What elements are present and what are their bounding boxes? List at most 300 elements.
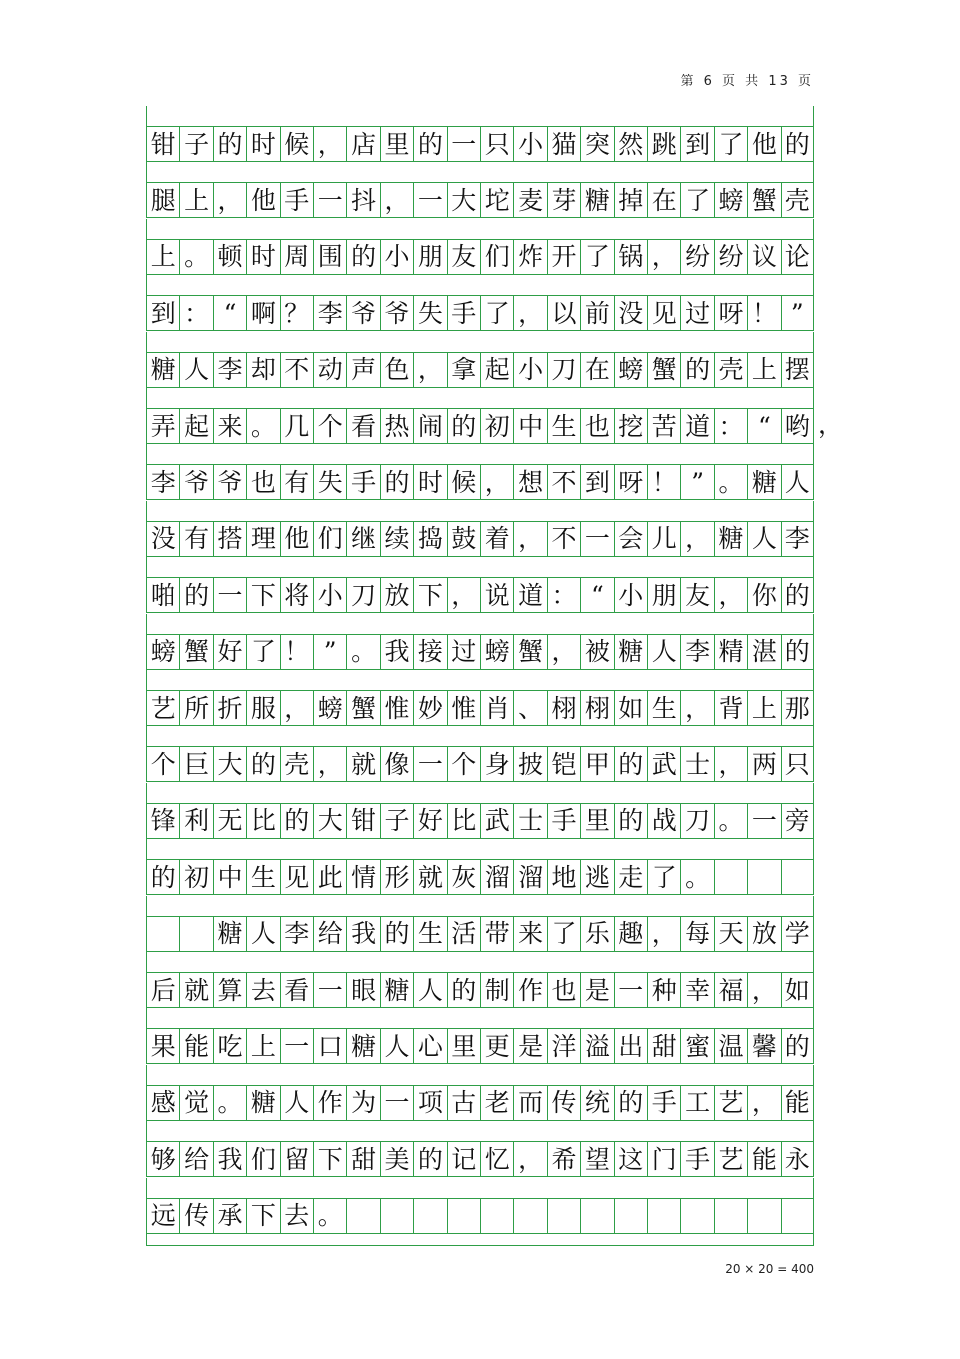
grid-cell: 李 — [280, 916, 313, 952]
grid-cell: ， — [747, 1085, 780, 1121]
grid-cell: 一 — [313, 972, 346, 1008]
grid-cell: 候 — [447, 464, 480, 500]
grid-cell: 馨 — [747, 1028, 780, 1064]
grid-row — [146, 972, 814, 1008]
grid-cell: 李 — [680, 634, 713, 670]
grid-cell: 门 — [647, 1141, 680, 1177]
grid-cell: 个 — [146, 746, 179, 782]
grid-cell: 传 — [547, 1085, 580, 1121]
grid-cell: 肖 — [480, 690, 513, 726]
grid-cell: ， — [513, 295, 546, 331]
grid-cell: 们 — [246, 1141, 279, 1177]
grid-cell: 子 — [380, 803, 413, 839]
grid-cell: 的 — [781, 126, 814, 162]
grid-cell: 生 — [547, 408, 580, 444]
grid-cell: 中 — [513, 408, 546, 444]
grid-cell: 去 — [246, 972, 279, 1008]
grid-cell: 朋 — [413, 239, 446, 275]
grid-cell: 放 — [380, 577, 413, 613]
grid-cell: 蟹 — [179, 634, 212, 670]
grid-cell: 有 — [280, 464, 313, 500]
grid-cell: 的 — [179, 577, 212, 613]
grid-cell: 几 — [280, 408, 313, 444]
grid-cell: 糖 — [146, 352, 179, 388]
grid-cell — [146, 916, 179, 952]
grid-cell: 艺 — [714, 1141, 747, 1177]
grid-cell: 啊 — [246, 295, 279, 331]
grid-cell — [513, 1198, 546, 1234]
grid-cell: 了 — [246, 634, 279, 670]
grid-cell: 议 — [747, 239, 780, 275]
grid-cell: 子 — [179, 126, 212, 162]
grid-cell: 乐 — [580, 916, 613, 952]
grid-cell: 的 — [781, 1028, 814, 1064]
grid-row — [146, 352, 814, 388]
grid-cell: ： — [179, 295, 212, 331]
grid-cell: 就 — [346, 746, 379, 782]
grid-cell: 每 — [680, 916, 713, 952]
grid-cell: 惟 — [447, 690, 480, 726]
grid-cell: 能 — [179, 1028, 212, 1064]
grid-cell: ， — [714, 746, 747, 782]
grid-cell: 幸 — [680, 972, 713, 1008]
grid-cell: 上 — [747, 690, 780, 726]
grid-cell: 初 — [179, 859, 212, 895]
grid-cell: 带 — [480, 916, 513, 952]
grid-row — [146, 746, 814, 782]
grid-cell: 刀 — [547, 352, 580, 388]
grid-cell: 够 — [146, 1141, 179, 1177]
grid-cell: 美 — [380, 1141, 413, 1177]
grid-cell: ” — [781, 295, 814, 331]
grid-cell: ， — [513, 521, 546, 557]
grid-cell: 搭 — [213, 521, 246, 557]
grid-cell: 人 — [179, 352, 212, 388]
grid-cell: 后 — [146, 972, 179, 1008]
grid-row — [146, 521, 814, 557]
grid-cell: 形 — [380, 859, 413, 895]
grid-cell: 记 — [447, 1141, 480, 1177]
grid-cell: 巨 — [179, 746, 212, 782]
grid-cell: 蜜 — [680, 1028, 713, 1064]
grid-cell: 论 — [781, 239, 814, 275]
grid-cell: 的 — [614, 1085, 647, 1121]
grid-cell: ， — [747, 972, 780, 1008]
grid-cell: 下 — [246, 1198, 279, 1234]
grid-cell: 人 — [246, 916, 279, 952]
grid-cell: 闹 — [413, 408, 446, 444]
grid-cell: 芽 — [547, 182, 580, 218]
grid-cell: 来 — [513, 916, 546, 952]
grid-cell: 在 — [580, 352, 613, 388]
grid-cell: 人 — [280, 1085, 313, 1121]
grid-cell: 古 — [447, 1085, 480, 1121]
grid-row — [146, 464, 814, 500]
grid-cell — [580, 1198, 613, 1234]
grid-cell: 像 — [380, 746, 413, 782]
grid-cell: 而 — [513, 1085, 546, 1121]
grid-cell: 刀 — [346, 577, 379, 613]
grid-cell: ： — [547, 577, 580, 613]
grid-cell: 上 — [246, 1028, 279, 1064]
grid-cell: 作 — [513, 972, 546, 1008]
grid-cell: 掉 — [614, 182, 647, 218]
grid-cell: 惟 — [380, 690, 413, 726]
grid-cell: 了 — [580, 239, 613, 275]
grid-cell: 也 — [246, 464, 279, 500]
grid-cell: 见 — [280, 859, 313, 895]
grid-row — [146, 1198, 814, 1234]
grid-cell: 工 — [680, 1085, 713, 1121]
grid-cell: 说 — [480, 577, 513, 613]
grid-cell: 抖 — [346, 182, 379, 218]
grid-row — [146, 408, 814, 444]
grid-row — [146, 916, 814, 952]
grid-cell: 士 — [513, 803, 546, 839]
grid-cell: 就 — [413, 859, 446, 895]
grid-cell: 人 — [413, 972, 446, 1008]
grid-cell: 好 — [413, 803, 446, 839]
grid-cell: 学 — [781, 916, 814, 952]
grid-cell: 道 — [513, 577, 546, 613]
grid-cell: 的 — [781, 634, 814, 670]
grid-cell: 给 — [313, 916, 346, 952]
grid-cell: 折 — [213, 690, 246, 726]
grid-cell: 手 — [647, 1085, 680, 1121]
grid-cell: 了 — [480, 295, 513, 331]
grid-cell — [714, 1198, 747, 1234]
grid-cell: 哟 — [781, 408, 814, 444]
grid-cell: 活 — [447, 916, 480, 952]
grid-cell: 候 — [280, 126, 313, 162]
grid-cell: 服 — [246, 690, 279, 726]
grid-cell: 却 — [246, 352, 279, 388]
grid-cell: 顿 — [213, 239, 246, 275]
grid-cell: 他 — [747, 126, 780, 162]
grid-cell: 下 — [413, 577, 446, 613]
grid-cell: ， — [647, 239, 680, 275]
grid-cell: ， — [280, 690, 313, 726]
grid-cell: 将 — [280, 577, 313, 613]
grid-cell: 小 — [313, 577, 346, 613]
grid-cell: 腿 — [146, 182, 179, 218]
grid-cell — [680, 1198, 713, 1234]
grid-cell: 不 — [547, 521, 580, 557]
grid-cell: 出 — [614, 1028, 647, 1064]
grid-cell: 糖 — [580, 182, 613, 218]
grid-cell: 蟹 — [647, 352, 680, 388]
grid-cell: ， — [680, 521, 713, 557]
grid-row — [146, 1028, 814, 1064]
grid-cell: 继 — [346, 521, 379, 557]
grid-cell: 呀 — [714, 295, 747, 331]
grid-cell: 糖 — [714, 521, 747, 557]
grid-cell: 们 — [313, 521, 346, 557]
grid-cell: 一 — [313, 182, 346, 218]
grid-cell: 里 — [447, 1028, 480, 1064]
grid-cell: 他 — [280, 521, 313, 557]
grid-cell: 爷 — [346, 295, 379, 331]
grid-cell: 着 — [480, 521, 513, 557]
grid-cell: 李 — [781, 521, 814, 557]
grid-cell: 感 — [146, 1085, 179, 1121]
grid-cell: 儿 — [647, 521, 680, 557]
grid-cell: 果 — [146, 1028, 179, 1064]
grid-cell: 小 — [513, 126, 546, 162]
grid-cell: 统 — [580, 1085, 613, 1121]
grid-cell: 的 — [380, 916, 413, 952]
grid-cell: 拿 — [447, 352, 480, 388]
grid-cell: 猫 — [547, 126, 580, 162]
grid-cell: 接 — [413, 634, 446, 670]
grid-cell: 。 — [714, 803, 747, 839]
grid-cell: 了 — [547, 916, 580, 952]
grid-cell: 、 — [513, 690, 546, 726]
grid-cell: 利 — [179, 803, 212, 839]
grid-cell: 纷 — [714, 239, 747, 275]
grid-cell: 糖 — [614, 634, 647, 670]
grid-cell: 老 — [480, 1085, 513, 1121]
grid-cell — [781, 859, 814, 895]
grid-cell: ！ — [647, 464, 680, 500]
grid-cell: 此 — [313, 859, 346, 895]
grid-cell: 人 — [781, 464, 814, 500]
grid-cell: 时 — [413, 464, 446, 500]
grid-cell: 也 — [580, 408, 613, 444]
grid-cell: 李 — [313, 295, 346, 331]
grid-cell: 的 — [447, 408, 480, 444]
grid-cell: 的 — [614, 746, 647, 782]
grid-cell: 失 — [313, 464, 346, 500]
grid-cell: 以 — [547, 295, 580, 331]
grid-cell: 见 — [647, 295, 680, 331]
grid-cell: 身 — [480, 746, 513, 782]
grid-cell: 灰 — [447, 859, 480, 895]
grid-cell: 会 — [614, 521, 647, 557]
grid-cell: 螃 — [714, 182, 747, 218]
grid-cell: 上 — [146, 239, 179, 275]
grid-cell: ， — [647, 916, 680, 952]
grid-cell: 色 — [380, 352, 413, 388]
grid-cell: 走 — [614, 859, 647, 895]
grid-cell: 是 — [580, 972, 613, 1008]
grid-cell: 突 — [580, 126, 613, 162]
grid-cell: 的 — [447, 972, 480, 1008]
grid-cell: ， — [547, 634, 580, 670]
grid-cell: 一 — [280, 1028, 313, 1064]
grid-cell: 他 — [246, 182, 279, 218]
grid-cell: 螃 — [313, 690, 346, 726]
grid-cell: 只 — [480, 126, 513, 162]
grid-cell: 锋 — [146, 803, 179, 839]
grid-cell: 生 — [246, 859, 279, 895]
grid-cell: 苦 — [647, 408, 680, 444]
grid-cell: 手 — [547, 803, 580, 839]
grid-cell: 一 — [413, 746, 446, 782]
grid-cell: 战 — [647, 803, 680, 839]
grid-cell: 下 — [313, 1141, 346, 1177]
grid-cell — [747, 859, 780, 895]
grid-cell: ” — [680, 464, 713, 500]
grid-cell: 望 — [580, 1141, 613, 1177]
grid-cell: 种 — [647, 972, 680, 1008]
grid-cell: 忆 — [480, 1141, 513, 1177]
grid-row — [146, 1141, 814, 1177]
grid-cell: 的 — [680, 352, 713, 388]
grid-row — [146, 1085, 814, 1121]
grid-cell: 大 — [447, 182, 480, 218]
grid-cell: 的 — [146, 859, 179, 895]
grid-cell: 过 — [447, 634, 480, 670]
grid-cell: ： — [714, 408, 747, 444]
grid-cell: 理 — [246, 521, 279, 557]
grid-cell: 过 — [680, 295, 713, 331]
grid-row — [146, 859, 814, 895]
grid-cell: 呀 — [614, 464, 647, 500]
grid-bottom-border — [146, 1234, 814, 1246]
grid-cell: ， — [313, 746, 346, 782]
grid-cell: 一 — [614, 972, 647, 1008]
grid-cell: 壳 — [714, 352, 747, 388]
grid-cell: 武 — [647, 746, 680, 782]
grid-cell: 挖 — [614, 408, 647, 444]
grid-cell — [380, 1198, 413, 1234]
grid-cell: 李 — [213, 352, 246, 388]
grid-cell: 刀 — [680, 803, 713, 839]
grid-cell: 壳 — [280, 746, 313, 782]
grid-cell: 比 — [447, 803, 480, 839]
grid-cell: 眼 — [346, 972, 379, 1008]
grid-cell: 爷 — [179, 464, 212, 500]
grid-cell: 趣 — [614, 916, 647, 952]
grid-cell: 动 — [313, 352, 346, 388]
grid-cell: 铠 — [547, 746, 580, 782]
grid-cell: ， — [714, 577, 747, 613]
grid-cell: 。 — [346, 634, 379, 670]
grid-cell: 蟹 — [747, 182, 780, 218]
grid-cell: 。 — [680, 859, 713, 895]
grid-cell — [614, 1198, 647, 1234]
grid-cell: ， — [413, 352, 446, 388]
grid-cell: 的 — [213, 126, 246, 162]
grid-cell: 热 — [380, 408, 413, 444]
grid-cell: 溜 — [480, 859, 513, 895]
grid-cell: 的 — [280, 803, 313, 839]
grid-cell: 。 — [179, 239, 212, 275]
grid-cell: 糖 — [346, 1028, 379, 1064]
grid-cell: 湛 — [747, 634, 780, 670]
grid-cell — [179, 916, 212, 952]
grid-cell: 店 — [346, 126, 379, 162]
grid-cell: 是 — [513, 1028, 546, 1064]
grid-cell: 士 — [680, 746, 713, 782]
grid-cell: 洋 — [547, 1028, 580, 1064]
grid-cell: 远 — [146, 1198, 179, 1234]
grid-cell: 李 — [146, 464, 179, 500]
grid-cell: 能 — [781, 1085, 814, 1121]
grid-cell: 的 — [614, 803, 647, 839]
grid-cell: 围 — [313, 239, 346, 275]
grid-cell: 披 — [513, 746, 546, 782]
grid-cell: 开 — [547, 239, 580, 275]
grid-cell: 栩 — [547, 690, 580, 726]
grid-cell: 看 — [280, 972, 313, 1008]
grid-cell: 无 — [213, 803, 246, 839]
grid-cell: 爷 — [213, 464, 246, 500]
grid-cell: 心 — [413, 1028, 446, 1064]
grid-cell: 精 — [714, 634, 747, 670]
grid-cell: 里 — [380, 126, 413, 162]
grid-cell: 被 — [580, 634, 613, 670]
grid-cell: ， — [447, 577, 480, 613]
grid-row — [146, 634, 814, 670]
grid-cell: ！ — [747, 295, 780, 331]
grid-cell: 壳 — [781, 182, 814, 218]
grid-cell: 比 — [246, 803, 279, 839]
grid-cell: 生 — [647, 690, 680, 726]
grid-cell: ， — [313, 126, 346, 162]
grid-cell — [480, 1198, 513, 1234]
grid-cell — [647, 1198, 680, 1234]
grid-cell: 福 — [714, 972, 747, 1008]
grid-cell: 们 — [480, 239, 513, 275]
grid-cell: 失 — [413, 295, 446, 331]
grid-cell: 也 — [547, 972, 580, 1008]
grid-row — [146, 126, 814, 162]
grid-row — [146, 295, 814, 331]
grid-cell: 来 — [213, 408, 246, 444]
grid-cell: 友 — [680, 577, 713, 613]
grid-cell: 下 — [246, 577, 279, 613]
grid-cell: 爷 — [380, 295, 413, 331]
grid-cell: 算 — [213, 972, 246, 1008]
grid-cell: 起 — [480, 352, 513, 388]
grid-cell: 的 — [246, 746, 279, 782]
grid-cell: 前 — [580, 295, 613, 331]
grid-cell: 不 — [547, 464, 580, 500]
grid-cell: 小 — [614, 577, 647, 613]
grid-cell: 希 — [547, 1141, 580, 1177]
grid-cell: “ — [580, 577, 613, 613]
grid-cell: 跳 — [647, 126, 680, 162]
grid-cell: 大 — [313, 803, 346, 839]
grid-cell: 有 — [179, 521, 212, 557]
grid-cell: 两 — [747, 746, 780, 782]
grid-cell: 上 — [747, 352, 780, 388]
grid-cell: 朋 — [647, 577, 680, 613]
grid-cell: 你 — [747, 577, 780, 613]
grid-cell: 为 — [346, 1085, 379, 1121]
grid-cell: 艺 — [146, 690, 179, 726]
grid-cell: “ — [747, 408, 780, 444]
grid-cell: 糖 — [246, 1085, 279, 1121]
grid-cell: 能 — [747, 1141, 780, 1177]
grid-cell — [346, 1198, 379, 1234]
grid-cell: 螃 — [614, 352, 647, 388]
grid-cell: ， — [513, 1141, 546, 1177]
grid-cell: 传 — [179, 1198, 212, 1234]
grid-cell: 续 — [380, 521, 413, 557]
grid-cell: 觉 — [179, 1085, 212, 1121]
grid-cell: 手 — [447, 295, 480, 331]
grid-size-note: 20 × 20 = 400 — [725, 1262, 814, 1276]
grid-cell: 螃 — [480, 634, 513, 670]
grid-cell: 没 — [146, 521, 179, 557]
grid-cell: ？ — [280, 295, 313, 331]
grid-cell: 甜 — [647, 1028, 680, 1064]
grid-cell — [747, 1198, 780, 1234]
grid-cell: 个 — [447, 746, 480, 782]
